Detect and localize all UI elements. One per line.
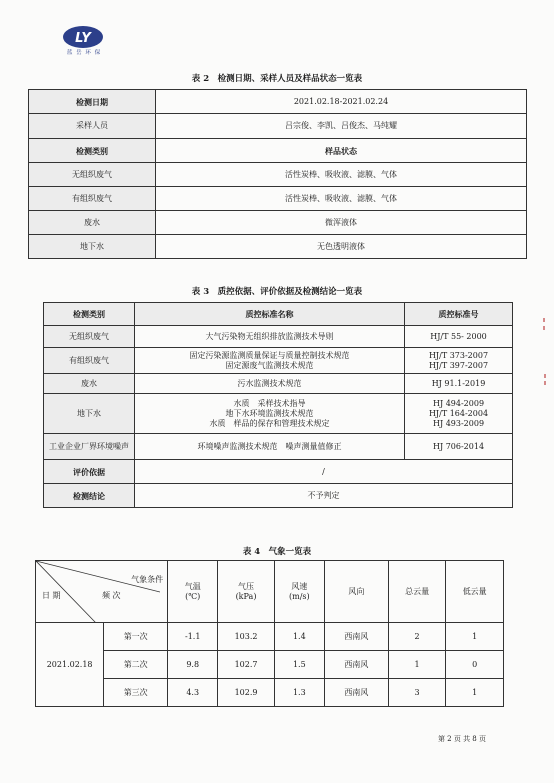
table-row — [29, 235, 527, 259]
table2 — [28, 89, 527, 259]
standard-name-cell — [135, 326, 405, 348]
table3 — [43, 302, 513, 508]
table-row — [44, 394, 513, 434]
value-cell: -1.1 — [168, 623, 218, 651]
date-cell: 2021.02.18 — [36, 623, 104, 707]
conclusion-label: 检测结论 — [44, 484, 135, 508]
logo-text: 蓝 岳 环 保 — [66, 50, 102, 56]
value-cell: 3 — [388, 679, 446, 707]
value-cell: 102.7 — [218, 651, 275, 679]
standard-code-cell-line: HJ 493-2009 — [432, 418, 485, 428]
table-row — [29, 187, 527, 211]
scan-mark — [543, 318, 545, 322]
row-label: 地下水 — [29, 235, 156, 259]
table-header-row — [36, 561, 504, 623]
table4 — [35, 560, 504, 707]
standard-code-cell-line: HJ 91.1-2019 — [431, 378, 486, 388]
row-value: 活性炭棒、吸收液、滤膜、气体 — [156, 163, 527, 187]
conclusion-value: 不予判定 — [135, 484, 513, 508]
basis-value: / — [135, 460, 513, 484]
category-cell: 有组织废气 — [44, 348, 135, 374]
table-header-row — [44, 303, 513, 326]
standard-code-cell — [405, 434, 513, 460]
standard-name-cell — [135, 434, 405, 460]
table-row — [44, 326, 513, 348]
row-value: 样品状态 — [156, 139, 527, 163]
value-cell: 103.2 — [218, 623, 275, 651]
scan-mark — [544, 374, 546, 378]
row-value: 吕宗俊、李凯、吕俊杰、马纯耀 — [156, 114, 527, 139]
table-row — [36, 679, 504, 707]
value-cell: 西南风 — [324, 623, 388, 651]
row-label: 无组织废气 — [29, 163, 156, 187]
standard-name-cell-line: 大气污染物无组织排放监测技术导则 — [205, 331, 334, 341]
category-cell: 工业企业厂界环境噪声 — [44, 434, 135, 460]
scan-mark — [544, 381, 546, 385]
column-header: 风向 — [324, 561, 388, 623]
table-row — [44, 460, 513, 484]
standard-code-cell — [405, 394, 513, 434]
standard-name-cell — [135, 374, 405, 394]
row-label: 检测日期 — [29, 90, 156, 114]
column-header: 检测类别 — [44, 303, 135, 326]
table-row — [29, 114, 527, 139]
row-label: 采样人员 — [29, 114, 156, 139]
row-value: 2021.02.18-2021.02.24 — [156, 90, 527, 114]
frequency-cell: 第二次 — [104, 651, 168, 679]
table-row — [29, 211, 527, 235]
standard-name-cell — [135, 348, 405, 374]
frequency-cell: 第三次 — [104, 679, 168, 707]
standard-code-cell — [405, 374, 513, 394]
diag-left-label: 日 期 — [42, 591, 61, 600]
table-row — [44, 374, 513, 394]
value-cell: 102.9 — [218, 679, 275, 707]
diag-top-label: 气象条件 — [131, 575, 164, 584]
standard-name-cell-line: 水质 样品的保存和管理技术规定 — [209, 418, 330, 428]
row-value: 微浑液体 — [156, 211, 527, 235]
value-cell: 4.3 — [168, 679, 218, 707]
column-header: 气温 (℃) — [168, 561, 218, 623]
column-header: 气压 (kPa) — [218, 561, 275, 623]
value-cell: 1 — [446, 679, 504, 707]
row-label: 废水 — [29, 211, 156, 235]
standard-code-cell — [405, 348, 513, 374]
category-cell: 无组织废气 — [44, 326, 135, 348]
value-cell: 9.8 — [168, 651, 218, 679]
table-row — [36, 623, 504, 651]
table-row — [29, 139, 527, 163]
table4-caption: 表 4 气象一览表 — [242, 547, 312, 557]
standard-code-cell-line: HJ/T 397-2007 — [428, 360, 489, 370]
standard-code-cell-line: HJ 706-2014 — [432, 441, 485, 451]
standard-code-cell-line: HJ/T 164-2004 — [428, 408, 489, 418]
page-number: 第 2 页 共 8 页 — [437, 735, 486, 743]
value-cell: 2 — [388, 623, 446, 651]
value-cell: 西南风 — [324, 651, 388, 679]
value-cell: 西南风 — [324, 679, 388, 707]
standard-name-cell-line: 污水监测技术规范 — [237, 378, 302, 388]
column-header: 质控标准号 — [405, 303, 513, 326]
standard-name-cell — [135, 394, 405, 434]
row-label: 有组织废气 — [29, 187, 156, 211]
diag-mid-label: 频 次 — [102, 591, 121, 600]
column-header: 质控标准名称 — [135, 303, 405, 326]
frequency-cell: 第一次 — [104, 623, 168, 651]
standard-name-cell-line: 固定源废气监测技术规范 — [225, 360, 314, 370]
value-cell: 0 — [446, 651, 504, 679]
column-header: 风速 (m/s) — [274, 561, 324, 623]
svg-text:LY: LY — [75, 31, 91, 46]
value-cell: 1.3 — [274, 679, 324, 707]
value-cell: 1.4 — [274, 623, 324, 651]
basis-label: 评价依据 — [44, 460, 135, 484]
standard-name-cell-line: 环境噪声监测技术规范 噪声测量值修正 — [197, 441, 342, 451]
category-cell: 废水 — [44, 374, 135, 394]
table3-caption: 表 3 质控依据、评价依据及检测结论一览表 — [191, 287, 363, 297]
row-value: 无色透明液体 — [156, 235, 527, 259]
standard-code-cell-line: HJ/T 373-2007 — [428, 350, 489, 360]
row-value: 活性炭棒、吸收液、滤膜、气体 — [156, 187, 527, 211]
table-row — [44, 484, 513, 508]
category-cell: 地下水 — [44, 394, 135, 434]
table-row — [36, 651, 504, 679]
standard-name-cell-line: 固定污染源监测质量保证与质量控制技术规范 — [189, 350, 350, 360]
value-cell: 1 — [446, 623, 504, 651]
standard-code-cell-line: HJ 494-2009 — [432, 398, 485, 408]
table-row — [29, 90, 527, 114]
diagonal-header-cell — [36, 561, 168, 623]
value-cell: 1 — [388, 651, 446, 679]
table-row — [29, 163, 527, 187]
row-label: 检测类别 — [29, 139, 156, 163]
column-header: 低云量 — [446, 561, 504, 623]
standard-name-cell-line: 水质 采样技术指导 — [233, 398, 306, 408]
standard-name-cell-line: 地下水环境监测技术规范 — [225, 408, 314, 418]
table2-caption: 表 2 检测日期、采样人员及样品状态一览表 — [191, 74, 363, 84]
table-row — [44, 348, 513, 374]
table-row — [44, 434, 513, 460]
standard-code-cell-line: HJ/T 55- 2000 — [430, 331, 487, 341]
value-cell: 1.5 — [274, 651, 324, 679]
standard-code-cell — [405, 326, 513, 348]
column-header: 总云量 — [388, 561, 446, 623]
scan-mark — [543, 326, 545, 330]
